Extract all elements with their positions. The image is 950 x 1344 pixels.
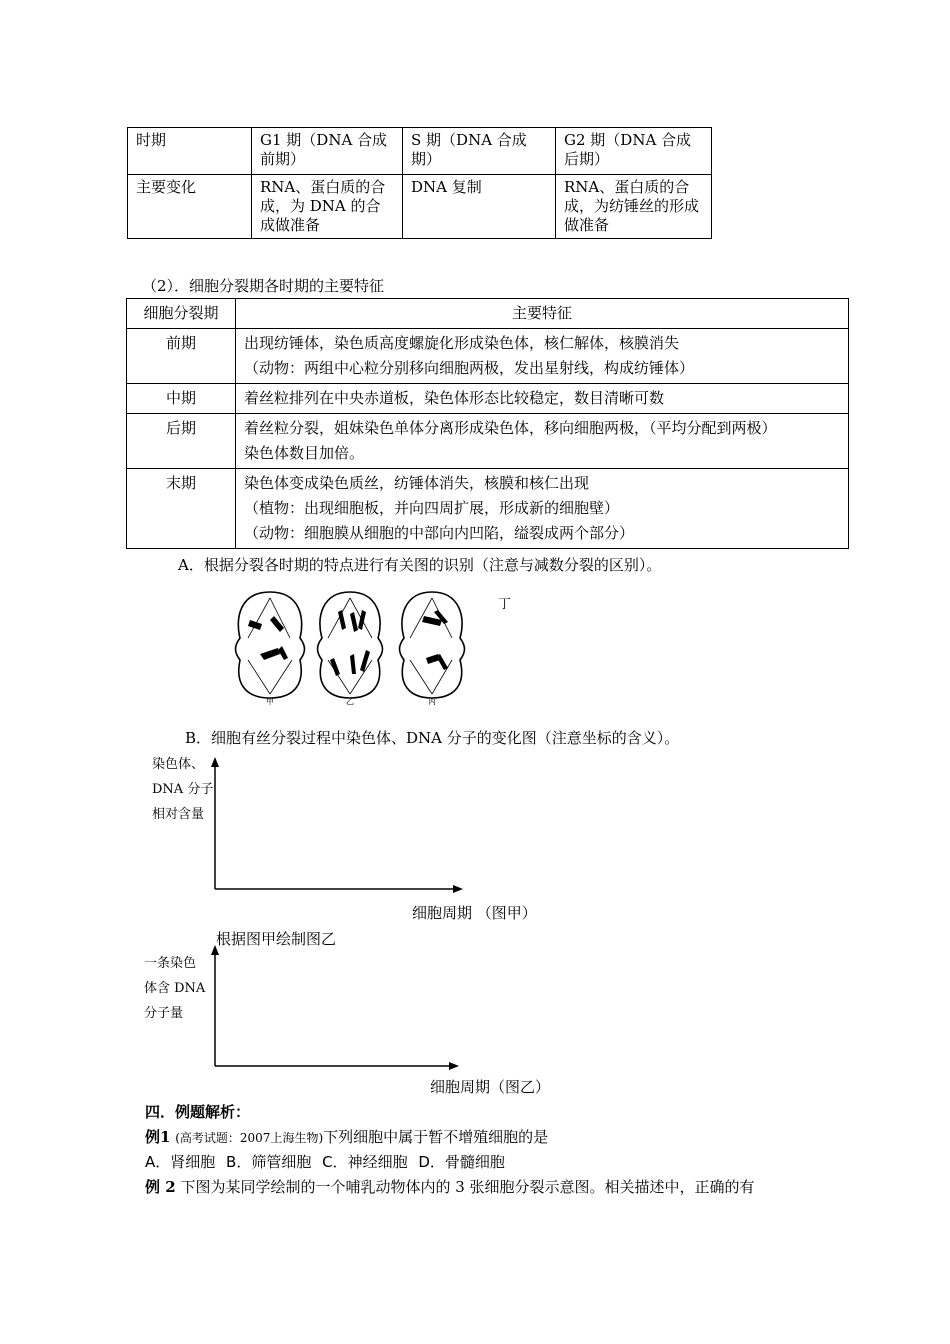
cell-label: 乙 — [346, 697, 354, 706]
point-a: A．根据分裂各时期的特点进行有关图的识别（注意与减数分裂的区别）。 — [178, 556, 662, 574]
graph2-title: 根据图甲绘制图乙 — [216, 930, 337, 948]
graph2-xlabel: 细胞周期（图乙） — [430, 1078, 551, 1096]
division-table — [126, 298, 849, 549]
feature-line: 着丝粒排列在中央赤道板，染色体形态比较稳定，数目清晰可数 — [244, 389, 665, 407]
section2-title: （2）．细胞分裂期各时期的主要特征 — [142, 277, 385, 295]
example1-label: 例1 — [145, 1128, 171, 1146]
feature-line: （动物：细胞膜从细胞的中部向内凹陷，缢裂成两个部分） — [244, 524, 635, 542]
header-cell: 细胞分裂期 — [127, 299, 236, 329]
table-row — [127, 469, 849, 549]
feature-cell — [236, 384, 849, 414]
example2 — [145, 1177, 755, 1197]
graph1-xlabel: 细胞周期 （图甲） — [412, 904, 537, 922]
example1-options: A．肾细胞 B．筛管细胞 C．神经细胞 D．骨髓细胞 — [145, 1153, 505, 1171]
table-cell: S 期（DNA 合成期） — [403, 128, 556, 175]
interphase-table — [127, 127, 712, 239]
table-cell: RNA、蛋白质的合成，为纺锤丝的形成做准备 — [556, 175, 712, 239]
stage-cell: 中期 — [127, 384, 236, 414]
graph2-ylabel: 一条染色 体含 DNA 分子量 — [144, 956, 206, 1021]
example1 — [145, 1127, 548, 1148]
feature-line: 出现纺锤体，染色质高度螺旋化形成染色体，核仁解体，核膜消失 — [244, 334, 680, 352]
feature-cell — [236, 329, 849, 384]
table-cell: 主要变化 — [128, 175, 252, 239]
table-cell: G2 期（DNA 合成后期） — [556, 128, 712, 175]
feature-line: 染色体数目加倍。 — [244, 444, 365, 462]
example1-question: 下列细胞中属于暂不增殖细胞的是 — [323, 1128, 549, 1146]
table-row — [128, 175, 712, 239]
stage-cell: 前期 — [127, 329, 236, 384]
graph1-ylabel: 染色体、 DNA 分子 相对含量 — [152, 757, 214, 822]
feature-line: （植物：出现细胞板，并向四周扩展，形成新的细胞壁） — [244, 499, 620, 517]
cell-label: 甲 — [266, 697, 274, 706]
graph1-axes — [205, 755, 470, 897]
example2-text: 下图为某同学绘制的一个哺乳动物体内的 3 张细胞分裂示意图。相关描述中，正确的有 — [180, 1178, 755, 1196]
table-cell: RNA、蛋白质的合成，为 DNA 的合成做准备 — [252, 175, 403, 239]
cell-label: 丙 — [428, 697, 436, 706]
table-cell: 时期 — [128, 128, 252, 175]
table-row — [128, 128, 712, 175]
point-b: B．细胞有丝分裂过程中染色体、DNA 分子的变化图（注意坐标的含义）。 — [185, 729, 680, 747]
table-cell: G1 期（DNA 合成前期） — [252, 128, 403, 175]
table-row — [127, 384, 849, 414]
table-row — [127, 329, 849, 384]
table-row — [127, 414, 849, 469]
table-header-row — [127, 299, 849, 329]
header-cell: 主要特征 — [236, 299, 849, 329]
feature-cell — [236, 414, 849, 469]
cell-division-figure — [230, 588, 530, 708]
feature-line: 染色体变成染色质丝，纺锤体消失，核膜和核仁出现 — [244, 474, 590, 492]
feature-line: （动物：两组中心粒分别移向细胞两极，发出星射线，构成纺锤体） — [244, 359, 695, 377]
stage-cell: 后期 — [127, 414, 236, 469]
stage-cell: 末期 — [127, 469, 236, 549]
graph2-axes — [205, 943, 465, 1073]
feature-line: 着丝粒分裂，姐妹染色单体分离形成染色体，移向细胞两极，（平均分配到两极） — [244, 419, 777, 437]
example1-source: (高考试题：2007上海生物) — [175, 1131, 324, 1145]
example2-label: 例 2 — [145, 1178, 176, 1196]
cell-label-extra: 丁 — [498, 597, 512, 612]
table-cell: DNA 复制 — [403, 175, 556, 239]
section4-title: 四．例题解析： — [145, 1103, 251, 1121]
feature-cell — [236, 469, 849, 549]
